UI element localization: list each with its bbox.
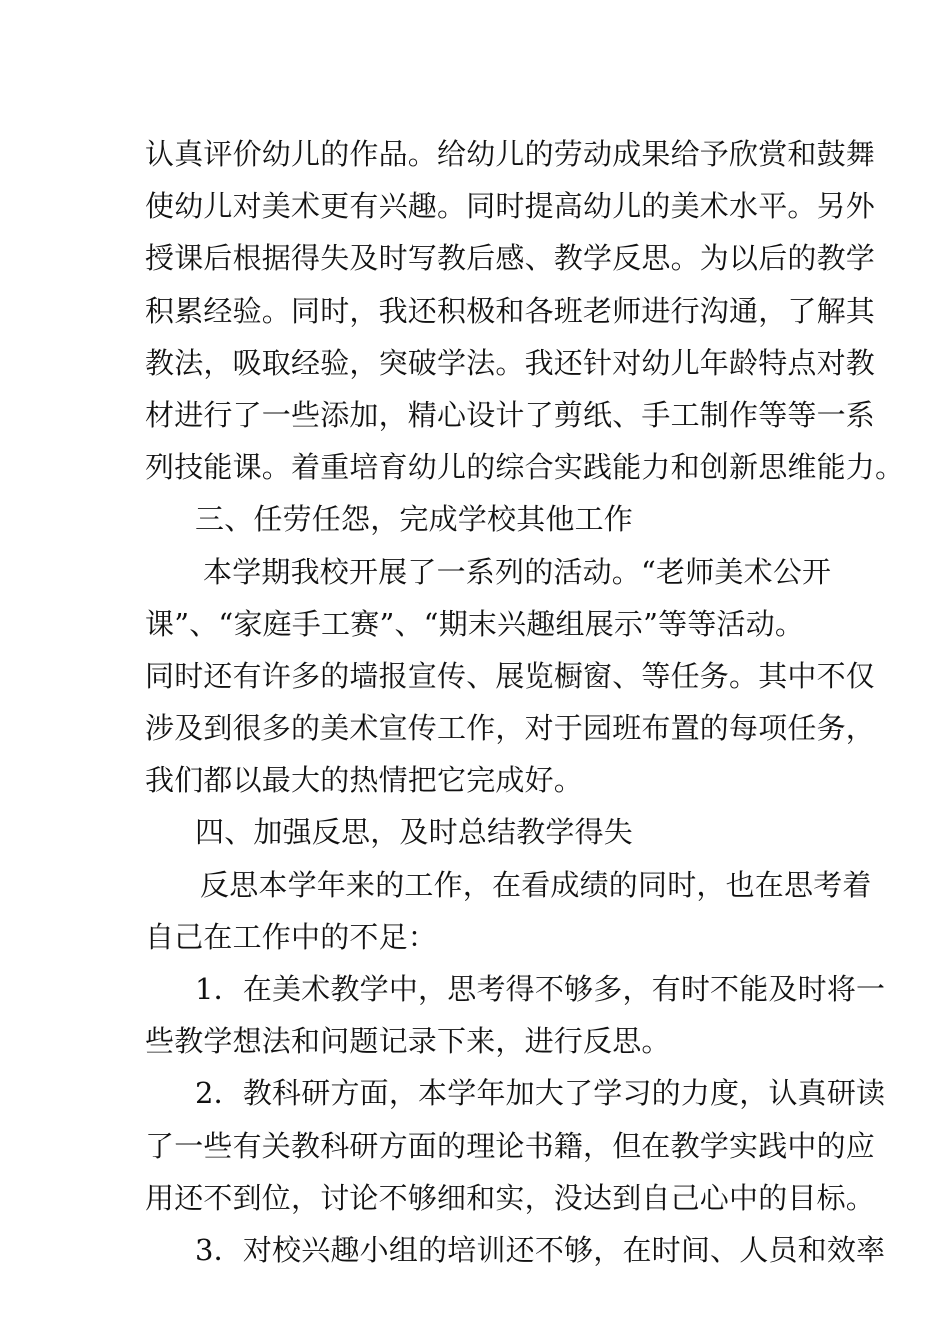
list-item-2: 2．教科研方面，本学年加大了学习的力度，认真研读 — [195, 1076, 886, 1111]
paragraph-line: 我们都以最大的热情把它完成好。 — [145, 763, 584, 798]
list-item-1: 1．在美术教学中，思考得不够多，有时不能及时将一 — [195, 972, 886, 1006]
paragraph-line: 反思本学年来的工作，在看成绩的同时，也在思考着 — [200, 867, 872, 902]
paragraph-line: 认真评价幼儿的作品。给幼儿的劳动成果给予欣赏和鼓舞 — [145, 137, 876, 171]
paragraph-line: 列技能课。着重培育幼儿的综合实践能力和创新思维能力。 — [145, 450, 905, 485]
paragraph-line: 了一些有关教科研方面的理论书籍，但在教学实践中的应 — [145, 1128, 876, 1163]
paragraph-line: 涉及到很多的美术宣传工作，对于园班布置的每项任务， — [145, 711, 876, 746]
paragraph-line: 课”、“家庭手工赛”、“期末兴趣组展示”等等活动。 — [145, 606, 805, 641]
paragraph-line: 自己在工作中的不足： — [145, 919, 438, 954]
paragraph-line: 积累经验。同时，我还积极和各班老师进行沟通，了解其 — [145, 293, 876, 328]
document-body — [145, 128, 905, 1276]
paragraph-line: 些教学想法和问题记录下来，进行反思。 — [145, 1024, 671, 1059]
paragraph-line: 授课后根据得失及时写教后感、教学反思。为以后的教学 — [145, 241, 876, 276]
paragraph-line: 用还不到位，讨论不够细和实，没达到自己心中的目标。 — [145, 1180, 876, 1215]
paragraph-line: 同时还有许多的墙报宣传、展览橱窗、等任务。其中不仅 — [145, 658, 876, 693]
paragraph-line: 使幼儿对美术更有兴趣。同时提高幼儿的美术水平。另外 — [145, 189, 876, 224]
section-heading-4: 四、加强反思，及时总结教学得失 — [195, 815, 634, 850]
paragraph-line: 材进行了一些添加，精心设计了剪纸、手工制作等等一系 — [145, 397, 876, 432]
list-item-3: 3．对校兴趣小组的培训还不够，在时间、人员和效率 — [195, 1232, 886, 1267]
section-heading-3: 三、任劳任怨，完成学校其他工作 — [195, 502, 634, 537]
paragraph-line: 教法，吸取经验，突破学法。我还针对幼儿年龄特点对教 — [145, 345, 876, 380]
paragraph-line: 本学期我校开展了一系列的活动。“老师美术公开 — [203, 554, 832, 589]
